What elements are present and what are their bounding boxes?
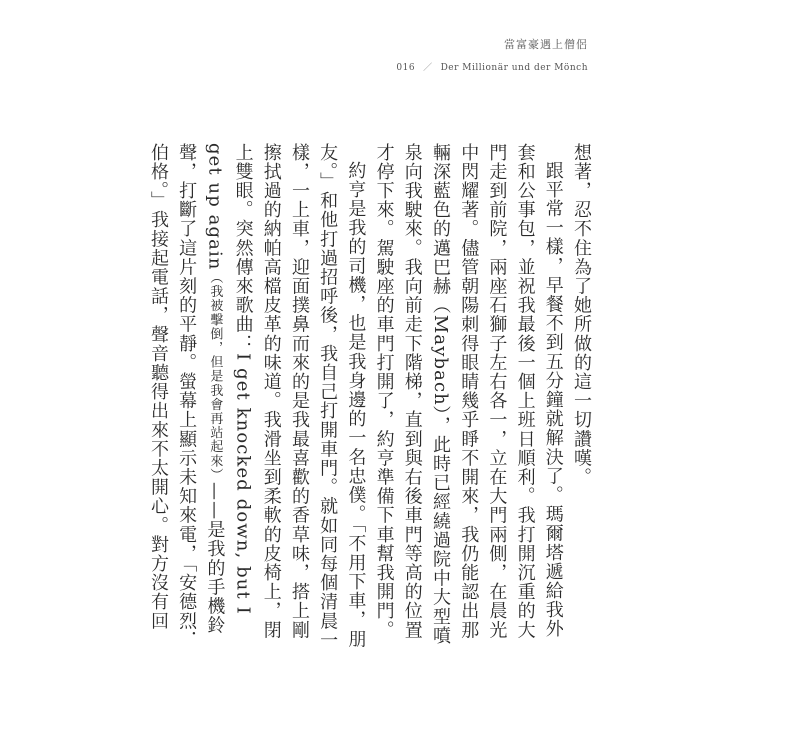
song-lyric-english: I get knocked down, but I get up again [204,143,254,615]
paragraph-3 [144,143,370,653]
page-number: 016 [396,63,416,73]
book-subtitle: Der Millionär und der Mönch [440,63,588,73]
running-head-title: 當富豪遇上僧侶 [504,38,588,51]
running-head-subtitle [0,60,588,73]
paragraph-2: 跟平常一樣，早餐不到五分鐘就解決了。瑪爾塔遞給我外套和公事包，並祝我最後一個上班日順利。我打開沉重的大門走到前院，兩座石獅子左右各一，立在大門兩側，在晨光中閃耀著。儘管朝陽刺得眼睛幾乎睜不開來，我仍能認出那輛深藍色的邁巴赫（Maybach），此時已經繞過院中大型噴泉向我駛來。我向前走下階梯，直到與右後車門等高的位置才停下來。駕駛座的車門打開了，約亨準備下車幫我開門。 [373,143,564,646]
paragraph-1: 想著，忍不住為了她所做的這一切讚嘆。 [571,143,592,487]
paragraph-3-text: 約亨是我的司機，也是我身邊的一名忠僕。「不用下車，朋友。」和他打過招呼後，我自己打開車門。就如同每個清晨一樣，一上車，迎面撲鼻而來的是我最喜歡的香草味，搭上剛擦拭過的納帕高檔皮革的味道。我滑坐到柔軟的皮椅上，閉上雙眼。突然傳來歌曲： [232,143,367,650]
header-separator: ／ [423,63,433,73]
paragraph-3-continuation: ——是我的手機鈴聲，打斷了這片刻的平靜。螢幕上顯示未知來電，「安德烈．伯格。」我接起電話，聲音聽得出來不太開心。對方沒有回 [147,143,226,650]
song-lyric-translation: （我被擊倒，但是我會再站起來） [207,270,223,483]
vertical-body-text [147,143,595,653]
